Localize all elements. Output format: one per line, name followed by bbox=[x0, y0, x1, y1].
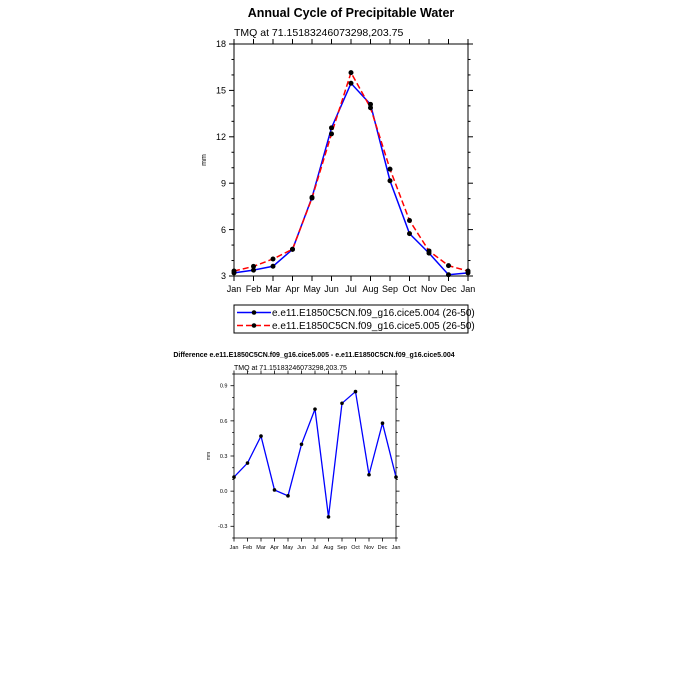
panel2-x-tick-label: Feb bbox=[242, 545, 253, 551]
panel1-series-2-point bbox=[349, 70, 354, 75]
panel1-x-tick-label: Mar bbox=[265, 284, 281, 294]
panel1-x-tick-label: Sep bbox=[381, 284, 399, 294]
panel2-x-tick-label: Jan bbox=[229, 545, 239, 551]
panel2-x-tick-label: Jul bbox=[311, 545, 319, 551]
panel2-x-tick-label: Sep bbox=[337, 545, 347, 551]
panel1-subtitle: TMQ at 71.15183246073298,203.75 bbox=[234, 27, 404, 39]
panel2-data-points bbox=[232, 390, 398, 519]
panel2-series-1-point bbox=[313, 407, 317, 411]
legend-marker-series-1 bbox=[252, 310, 257, 315]
panel2-series-1-point bbox=[286, 494, 290, 498]
panel1-series-2-point bbox=[466, 269, 471, 274]
panel2-y-axis-label: mm bbox=[206, 451, 212, 461]
panel1-series-2-point bbox=[290, 247, 295, 252]
panel2-series-1-point bbox=[300, 442, 304, 446]
panel2-series-1-point bbox=[381, 421, 385, 425]
panel2-y-axis bbox=[218, 374, 399, 538]
panel1-x-tick-label: Oct bbox=[402, 284, 417, 294]
panel1-series-1-point bbox=[349, 81, 354, 86]
panel2-x-tick-label: Apr bbox=[270, 545, 279, 551]
panel2-title: Difference e.e11.E1850C5CN.f09_g16.cice5.005 - e.e11.E1850C5CN.f09_g16.cice5.004 bbox=[173, 352, 455, 359]
panel1-x-tick-label: Jun bbox=[324, 284, 339, 294]
panel1-x-tick-label: Jan bbox=[226, 284, 242, 294]
panel1-series-1-point bbox=[388, 178, 393, 183]
legend-marker-series-2 bbox=[252, 323, 257, 328]
panel1-plot-frame bbox=[234, 44, 468, 276]
panel2-x-tick-label: Jun bbox=[297, 545, 306, 551]
panel1-x-tick-label: Feb bbox=[245, 284, 262, 294]
panel1-x-tick-label: Aug bbox=[362, 284, 379, 294]
panel1-series-2-point bbox=[446, 263, 451, 268]
panel1-y-tick-label: 18 bbox=[215, 39, 226, 50]
panel1-y-axis-label: mm bbox=[201, 154, 208, 166]
panel1-series-2-point bbox=[329, 131, 334, 136]
panel1-series-2-point bbox=[251, 264, 256, 269]
panel2-series-1-point bbox=[259, 434, 263, 438]
panel2-y-tick-label: 0.3 bbox=[219, 453, 228, 460]
panel1-x-tick-label: Dec bbox=[440, 284, 457, 294]
panel1-title: Annual Cycle of Precipitable Water bbox=[247, 6, 455, 20]
panel2-series-1-point bbox=[246, 461, 250, 465]
panel2-series-1-point bbox=[367, 473, 371, 477]
panel2-y-tick-label: 0.6 bbox=[219, 418, 228, 425]
panel2-y-tick-label: 0.0 bbox=[219, 489, 228, 496]
panel2-series-1-point bbox=[354, 390, 358, 394]
legend-entry-series-2 bbox=[237, 321, 475, 332]
panel1-series-1-point bbox=[271, 264, 276, 269]
panel1-data-points bbox=[232, 70, 471, 277]
panel1-x-tick-label: Jul bbox=[345, 284, 357, 294]
panel2-y-tick-label: 0.9 bbox=[219, 383, 228, 390]
panel1-series-2-point bbox=[407, 218, 412, 223]
annual-cycle-panel bbox=[201, 6, 475, 333]
panel1-y-axis bbox=[216, 39, 473, 281]
panel1-series-2-point bbox=[368, 105, 373, 110]
panel2-plot-frame bbox=[234, 374, 396, 538]
panel1-y-tick-label: 12 bbox=[215, 131, 226, 142]
panel2-x-tick-label: Aug bbox=[323, 545, 334, 551]
panel1-series-1-point bbox=[446, 272, 451, 277]
panel1-y-tick-label: 15 bbox=[215, 85, 226, 96]
panel1-series-2-point bbox=[388, 167, 393, 172]
panel1-legend bbox=[234, 305, 475, 333]
panel1-y-tick-label: 3 bbox=[220, 271, 226, 282]
panel2-y-tick-label: -0.3 bbox=[218, 524, 228, 531]
panel1-series-1-line bbox=[234, 83, 468, 274]
panel1-x-axis bbox=[227, 39, 476, 294]
legend-label-series-2: e.e11.E1850C5CN.f09_g16.cice5.005 (26-50) bbox=[272, 321, 475, 332]
panel1-x-tick-label: Apr bbox=[285, 284, 300, 294]
panel1-series-2-line bbox=[234, 73, 468, 271]
panel1-series-2-point bbox=[271, 256, 276, 261]
panel1-series-lines bbox=[234, 73, 468, 275]
panel1-series-1-point bbox=[407, 231, 412, 236]
panel2-series-1-point bbox=[273, 488, 277, 492]
panel1-y-tick-label: 9 bbox=[220, 178, 226, 189]
panel2-series-1-point bbox=[232, 475, 236, 479]
panel2-x-tick-label: Jan bbox=[391, 545, 401, 551]
panel2-series-1-point bbox=[327, 515, 331, 519]
panel2-x-axis bbox=[230, 371, 401, 552]
panel1-series-1-point bbox=[329, 125, 334, 130]
panel2-series-1-point bbox=[340, 401, 344, 405]
panel1-x-tick-label: May bbox=[303, 284, 321, 294]
panel2-x-tick-label: May bbox=[282, 545, 294, 551]
panel2-series-1-point bbox=[394, 475, 398, 479]
panel2-subtitle: TMQ at 71.15183246073298,203.75 bbox=[234, 365, 347, 372]
legend-label-series-1: e.e11.E1850C5CN.f09_g16.cice5.004 (26-50) bbox=[272, 308, 475, 319]
panel2-x-tick-label: Oct bbox=[351, 545, 360, 551]
difference-panel bbox=[173, 352, 454, 551]
panel1-series-2-point bbox=[310, 196, 315, 201]
panel1-y-tick-label: 6 bbox=[220, 224, 226, 235]
panel1-x-tick-label: Nov bbox=[420, 284, 438, 294]
panel2-x-tick-label: Dec bbox=[377, 545, 388, 551]
panel1-x-tick-label: Jan bbox=[460, 284, 476, 294]
panel1-series-2-point bbox=[232, 269, 237, 274]
legend-entry-series-1 bbox=[237, 308, 475, 319]
panel2-x-tick-label: Mar bbox=[256, 545, 266, 551]
panel1-series-2-point bbox=[427, 248, 432, 253]
panel2-x-tick-label: Nov bbox=[364, 545, 374, 551]
